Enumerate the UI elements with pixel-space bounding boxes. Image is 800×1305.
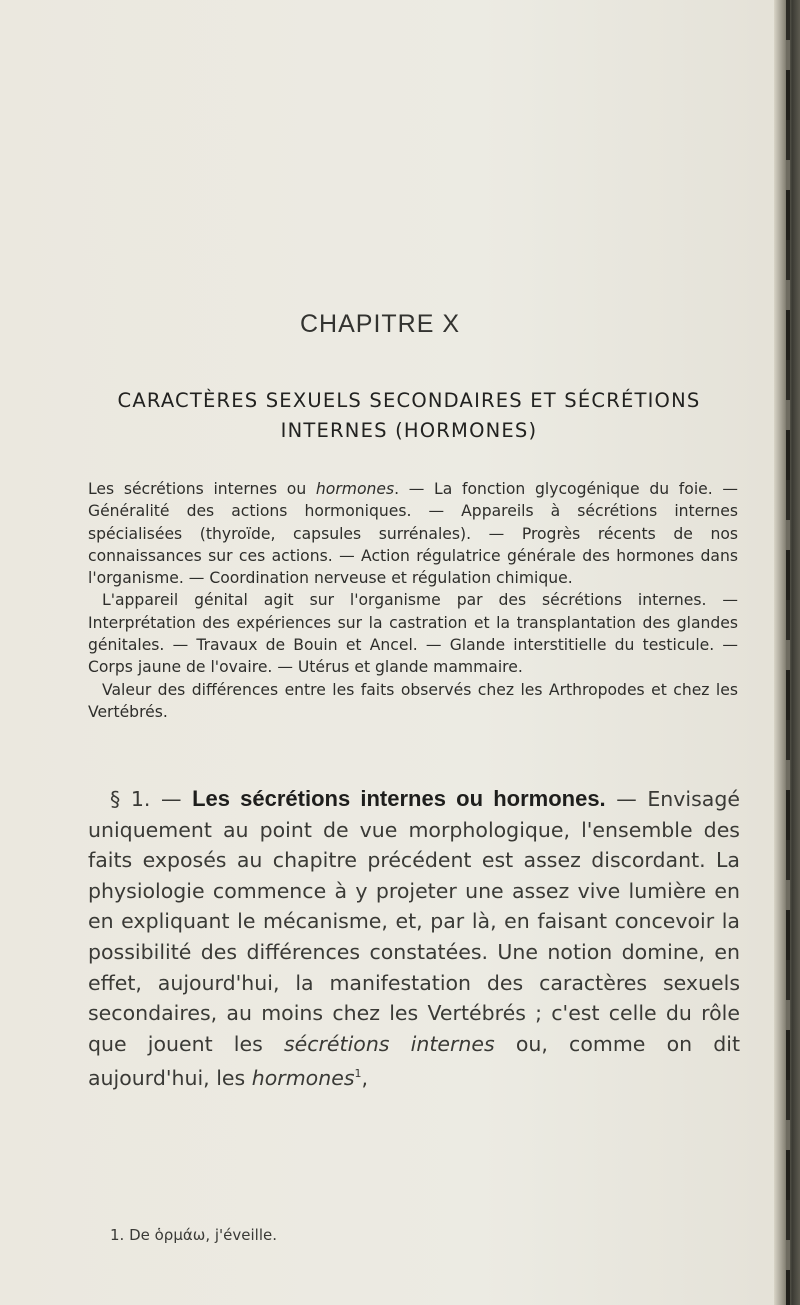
chapter-title-line-1: CARACTÈRES SEXUELS SECONDAIRES ET SÉCRÉTIONS [117, 389, 701, 412]
term-secretions-internes: sécrétions internes [283, 1031, 495, 1056]
chapter-label: CHAPITRE X [299, 310, 461, 338]
chapter-title [78, 386, 740, 446]
footnote-ref: 1 [354, 1067, 362, 1081]
section-heading: Les sécrétions internes ou hormones. [192, 786, 606, 811]
footnote: 1. De ὁρμάω, j'éveille. [110, 1226, 277, 1244]
chapter-title-line-2: INTERNES (HORMONES) [280, 419, 538, 442]
summary-hormones-term: hormones [315, 480, 395, 498]
section-1 [88, 784, 740, 1094]
section-number: § 1. — [110, 787, 193, 811]
section-1-paragraph: § 1. — Les sécrétions internes ou hormones. — Envisagé uniquement au point de vue morphologique, l'ensemble des faits exposés au chapitre précédent est assez discordant. La physiologie commence à y projeter une assez vive lumière en en expliquant le mécanisme, et, par là, en faisant concevoir la possibilité des différences constatées. Une notion domine, en effet, aujourd'hui, la manifestation des caractères sexuels secondaires, au moins chez les Vertébrés ; c'est celle du rôle que jouent les sécrétions internes ou, comme on dit aujourd'hui, les hormones$^1$, [88, 786, 741, 1091]
page-binding-shadow [786, 0, 790, 1305]
summary-paragraph-3: Valeur des différences entre les faits observés chez les Arthropodes et chez les Vertébrés. [88, 680, 738, 721]
chapter-summary [88, 478, 738, 723]
summary-paragraph-1: Les sécrétions internes ou hormones. — La fonction glycogénique du foie. — Généralité des actions hormoniques. — Appareils à sécrétions internes spécialisées (thyroïde, capsules surrénales). — Progrès récents de nos connaissances sur ces actions. — Action régulatrice générale des hormones dans l'organisme. — Coordination nerveuse et régulation chimique. [88, 480, 738, 588]
term-hormones: hormones [251, 1066, 355, 1091]
summary-paragraph-2: L'appareil génital agit sur l'organisme par des sécrétions internes. — Interprétation des expériences sur la castration et la transplantation des glandes génitales. — Travaux de Bouin et Ancel. — Glande interstitielle du testicule. — Corps jaune de l'ovaire. — Utérus et glande mammaire. [88, 591, 738, 677]
